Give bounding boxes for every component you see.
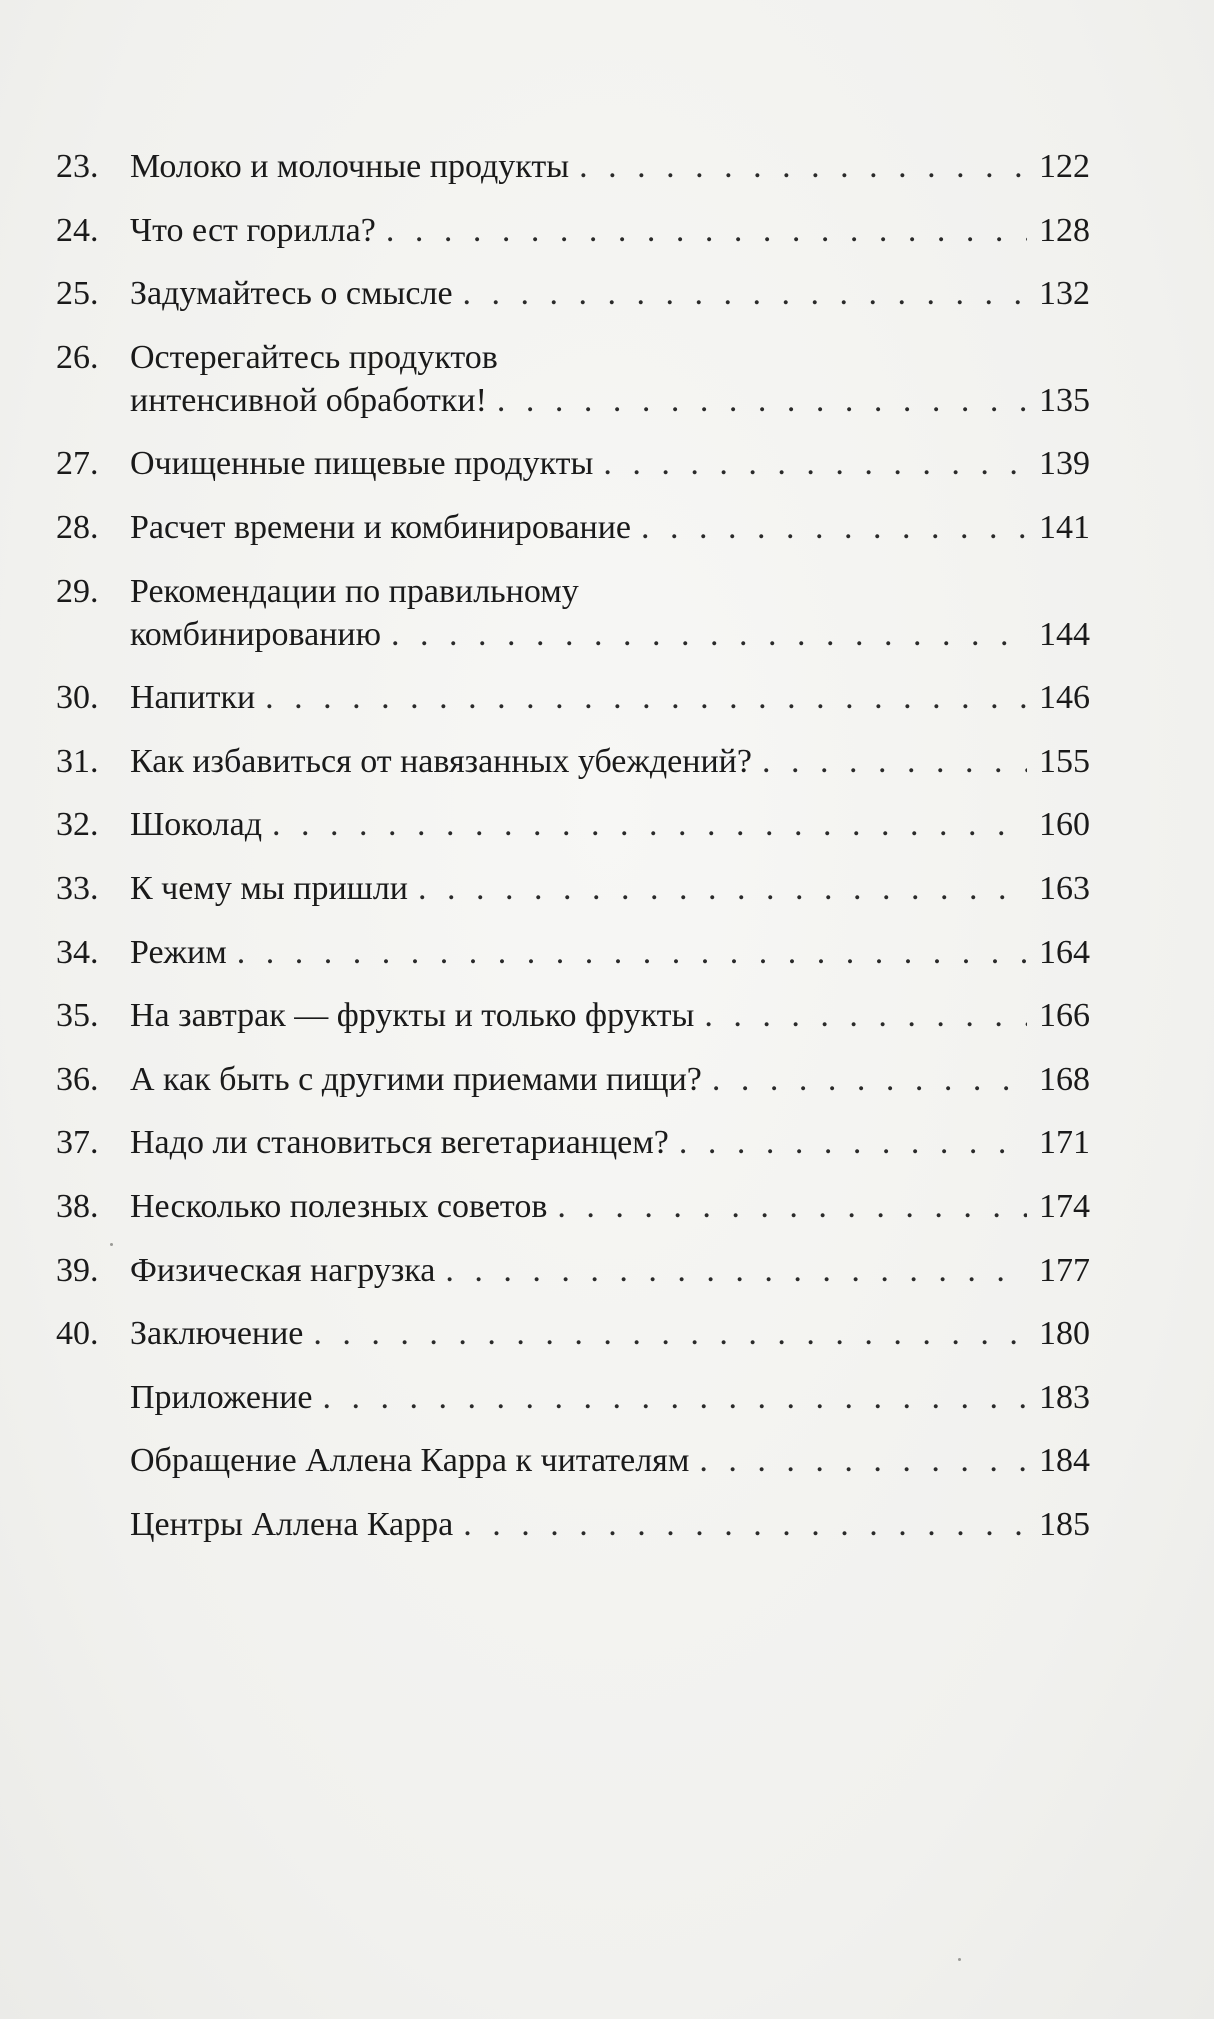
toc-entry [56,676,1090,719]
toc-entry-title: Заключение [130,1315,304,1353]
toc-entry-number: 40. [56,1315,99,1353]
toc-entry [56,1185,1090,1228]
toc-entry [56,1376,1090,1419]
toc-entry-page: 184 [1039,1442,1090,1480]
dot-leader [313,1312,1027,1355]
dot-leader [679,1121,1027,1164]
dot-leader [418,867,1027,910]
toc-entry-page: 166 [1039,997,1090,1035]
dot-leader [237,931,1027,974]
dot-leader [445,1249,1027,1292]
toc-entry-title: А как быть с другими приемами пищи? [130,1060,702,1098]
dot-leader [322,1376,1027,1419]
toc-entry-page: 160 [1039,806,1090,844]
toc-entry-page: 139 [1039,445,1090,483]
toc-entry-page: 174 [1039,1187,1090,1225]
toc-entry [56,570,1090,656]
dot-leader [463,272,1027,315]
toc-entry-page: 163 [1039,869,1090,907]
dot-leader [272,803,1027,846]
toc-entry-title: Как избавиться от навязанных убеждений? [130,742,752,780]
toc-entry-number: 23. [56,148,99,185]
toc-entry [56,803,1090,846]
toc-entry-title: Режим [130,933,227,971]
toc-entry [56,1121,1090,1164]
dot-leader [265,676,1027,719]
toc-entry-title: Центры Аллена Карра [130,1505,454,1543]
toc-entry-page: 146 [1039,679,1090,717]
toc-entry-title: Напитки [130,679,256,717]
toc-entry-page: 185 [1039,1505,1090,1543]
toc-entry-title: Очищенные пищевые продукты [130,445,594,483]
toc-entry-title: Приложение [130,1378,313,1416]
toc-entry [56,994,1090,1037]
toc-entry-page: 164 [1039,933,1090,971]
toc-entry [56,1439,1090,1482]
toc-entry [56,1503,1090,1546]
dot-leader [699,1439,1027,1482]
toc-entry-number: 38. [56,1187,99,1225]
paper-speck [110,1243,113,1246]
toc-entry-title: комбинированию [130,615,382,653]
toc-entry-page: 132 [1039,275,1090,313]
dot-leader [386,209,1027,252]
toc-entry [56,1058,1090,1101]
dot-leader [497,379,1027,422]
toc-entry-number: 24. [56,211,99,249]
toc-entry-page: 171 [1039,1124,1090,1162]
toc-entry-title: Что ест горилла? [130,211,376,249]
dot-leader [391,613,1027,656]
toc-entry-page: 180 [1039,1315,1090,1353]
dot-leader [704,994,1027,1037]
toc-entry-title: интенсивной обработки! [130,381,487,419]
toc-entry-number: 35. [56,997,99,1035]
toc-entry [56,506,1090,549]
toc-entry-title: Несколько полезных советов [130,1187,548,1225]
toc-entry [56,1249,1090,1292]
toc-entry-title: Задумайтесь о смысле [130,275,453,313]
toc-entry-page: 155 [1039,742,1090,780]
toc-entry-title: Физическая нагрузка [130,1251,436,1289]
dot-leader [762,740,1027,783]
toc-entry-title: Шоколад [130,806,262,844]
toc-entry-number: 31. [56,742,99,780]
dot-leader [603,442,1027,485]
toc-entry [56,145,1090,188]
toc-entry-title: На завтрак — фрукты и только фрукты [130,997,695,1035]
toc-entry-page: 135 [1039,381,1090,419]
toc-entry-number: 32. [56,806,99,844]
toc-entry-number: 27. [56,445,99,483]
toc-entry [56,740,1090,783]
toc-entry-number: 26. [56,338,99,376]
toc-entry [56,931,1090,974]
toc-entry-number: 25. [56,275,99,313]
toc-entry-number: 28. [56,508,99,546]
toc-entry [56,272,1090,315]
toc-entry [56,209,1090,252]
toc-entry-page: 144 [1039,615,1090,653]
toc-entry [56,336,1090,422]
toc-entry-number: 29. [56,572,99,610]
toc-entry-page: 177 [1039,1251,1090,1289]
paper-speck [958,1958,961,1961]
toc-entry-title: К чему мы пришли [130,869,408,907]
toc-entry-title: Обращение Аллена Карра к читателям [130,1442,690,1480]
dot-leader [641,506,1027,549]
dot-leader [557,1185,1027,1228]
toc-entry-title: Расчет времени и комбинирование [130,508,632,546]
toc-entry-number: 34. [56,933,99,971]
toc-entry-title-line1: Рекомендации по правильному [130,572,579,610]
dot-leader [463,1503,1027,1546]
toc-entry-page: 168 [1039,1060,1090,1098]
toc-entry-number: 33. [56,869,99,907]
toc-entry-title: Молоко и молочные продукты [130,148,570,185]
toc-entry-number: 39. [56,1251,99,1289]
toc-entry-page: 128 [1039,211,1090,249]
toc-entry [56,1312,1090,1355]
toc-entry-number: 37. [56,1124,99,1162]
toc-entry-page: 183 [1039,1378,1090,1416]
toc-entry-page: 141 [1039,508,1090,546]
toc-entry-page: 122 [1039,148,1090,185]
toc-entry [56,867,1090,910]
toc-entry-number: 30. [56,679,99,717]
dot-leader [712,1058,1027,1101]
dot-leader [579,145,1027,188]
toc-entry-title: Надо ли становиться вегетарианцем? [130,1124,669,1162]
toc-entry [56,442,1090,485]
toc-entry-title-line1: Остерегайтесь продуктов [130,338,498,376]
table-of-contents [56,145,1090,1566]
toc-entry-number: 36. [56,1060,99,1098]
